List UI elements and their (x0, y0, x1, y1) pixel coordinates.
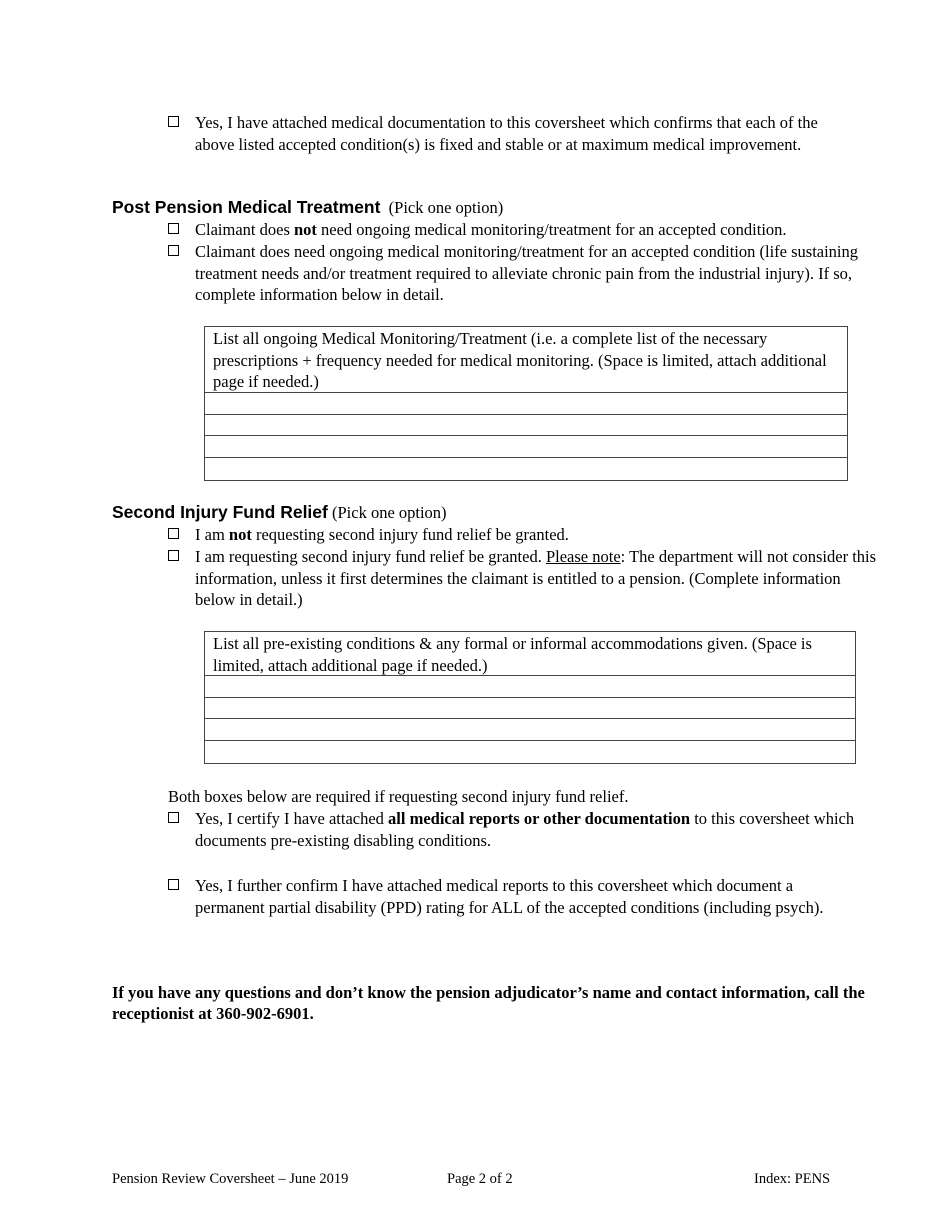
footer-page-number: Page 2 of 2 (447, 1171, 513, 1187)
needs-treatment-text: Claimant does need ongoing medical monitoring/treatment for an accepted condition (life sustaining treatment needs and/or treatment required to alleviate chronic pain from the industrial injury). If so, complete information below in detail. (195, 242, 859, 304)
treatment-entry-line[interactable] (205, 436, 847, 458)
certify-checkbox[interactable] (168, 812, 179, 823)
post-pension-pick-note: (Pick one option) (388, 198, 504, 217)
contact-note: If you have any questions and don’t know the pension adjudicator’s name and contact information, call the receptionist at 360-902-6901. (112, 983, 865, 1023)
second-injury-title: Second Injury Fund Relief (112, 502, 328, 522)
treatment-entry-line[interactable] (205, 393, 847, 415)
second-injury-heading (112, 502, 447, 523)
confirm-ppd-text: Yes, I further confirm I have attached medical reports to this coversheet which document a permanent partial disability (PPD) rating for ALL of the accepted conditions (including psych). (195, 876, 824, 917)
preexisting-table-header: List all pre-existing conditions & any formal or informal accommodations given. (Space is limited, attach additional page if needed.) (205, 632, 855, 676)
post-pension-title: Post Pension Medical Treatment (112, 197, 381, 217)
treatment-entry-line[interactable] (205, 415, 847, 437)
preexisting-entry-line[interactable] (205, 719, 855, 741)
attached-medical-doc-checkbox[interactable] (168, 116, 179, 127)
confirm-ppd-checkbox[interactable] (168, 879, 179, 890)
preexisting-entry-line[interactable] (205, 698, 855, 720)
preexisting-entry-line[interactable] (205, 741, 855, 763)
both-boxes-intro: Both boxes below are required if requesting second injury fund relief. (168, 787, 629, 806)
second-injury-pick-note: (Pick one option) (331, 503, 447, 522)
requesting-checkbox[interactable] (168, 550, 179, 561)
footer-form-title: Pension Review Coversheet – June 2019 (112, 1171, 349, 1187)
treatment-table-header: List all ongoing Medical Monitoring/Treatment (i.e. a complete list of the necessary prescriptions + frequency needed for medical monitoring. (Space is limited, attach additional page if needed.) (205, 327, 847, 393)
needs-treatment-checkbox[interactable] (168, 245, 179, 256)
preexisting-entry-line[interactable] (205, 676, 855, 698)
preexisting-conditions-table (204, 631, 856, 764)
treatment-entry-line[interactable] (205, 458, 847, 480)
post-pension-heading (112, 197, 503, 218)
not-requesting-checkbox[interactable] (168, 528, 179, 539)
attached-medical-doc-text: Yes, I have attached medical documentation to this coversheet which confirms that each of the above listed accepted condition(s) is fixed and stable or at maximum medical improvement. (195, 113, 818, 154)
no-treatment-checkbox[interactable] (168, 223, 179, 234)
treatment-list-table (204, 326, 848, 481)
footer-index: Index: PENS (754, 1171, 831, 1187)
